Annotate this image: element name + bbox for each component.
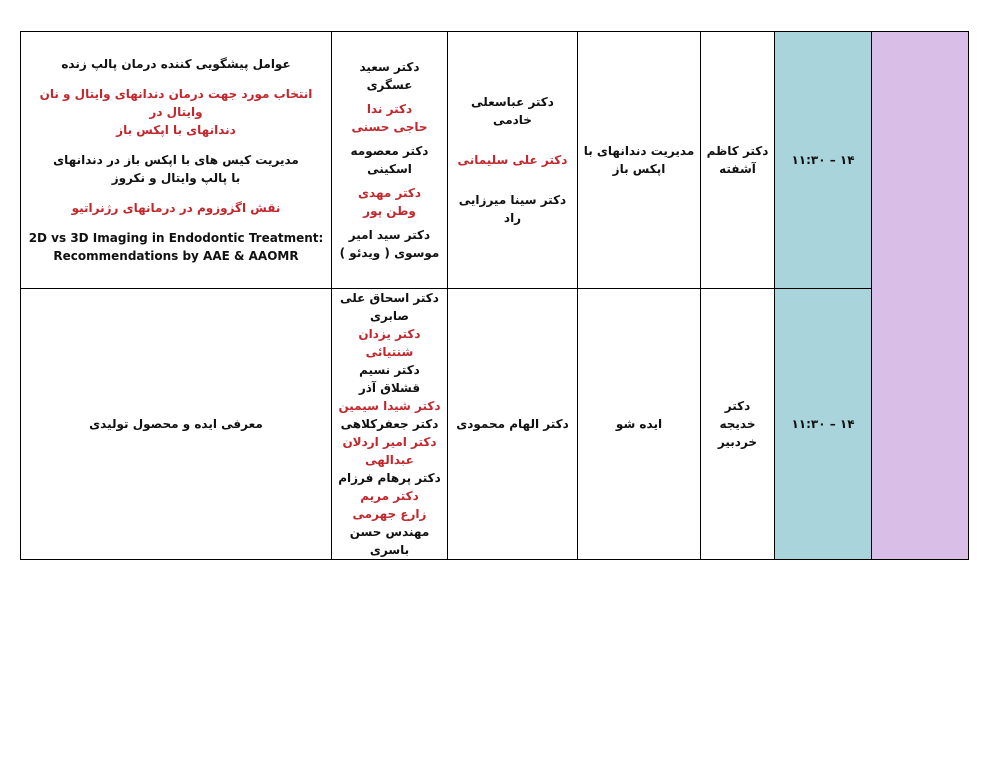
entry-line: صابری: [369, 309, 410, 323]
entry-line: دکتر الهام محمودی: [456, 417, 569, 431]
cell-line: ایده شو: [615, 417, 663, 431]
moderator-cell: [701, 32, 775, 289]
entry: [452, 93, 573, 129]
entry-line: دکتر امیر اردلان: [342, 435, 437, 449]
entry: [452, 415, 573, 433]
entry-line: اسکینی: [367, 162, 412, 176]
entry-line: دکتر معصومه: [350, 144, 429, 158]
entry: [25, 85, 327, 139]
cell-line: اپکس باز: [612, 162, 666, 176]
entry: [336, 469, 443, 487]
entry-line: دکتر سینا میرزایی راد: [458, 193, 567, 225]
entry: [336, 58, 443, 94]
entry-line: حاجی حسنی: [351, 120, 428, 134]
entry-line: دکتر سعید عسگری: [359, 60, 420, 92]
schedule-table: [20, 31, 969, 560]
entry-line: دکتر ندا: [366, 102, 413, 116]
entry: [452, 191, 573, 227]
topic-cell: [578, 32, 701, 289]
entry: [336, 100, 443, 136]
entry-line: زارع جهرمی: [352, 507, 427, 521]
entry: [336, 361, 443, 397]
entry-line: دکتر مهدی: [358, 186, 421, 200]
entry-line: دکتر مریم: [360, 489, 419, 503]
entry-line: Recommendations by AAE & AAOMR: [53, 249, 299, 263]
time-cell: [775, 32, 872, 289]
entry: [336, 397, 443, 415]
moderator-cell: [701, 289, 775, 560]
cell-line: آشفته: [719, 162, 756, 176]
entry-line: مدیریت کیس های با اپکس باز در دندانهای: [53, 153, 299, 167]
entry-line: مهندس حسن: [349, 525, 430, 539]
lecture-titles-cell: [21, 32, 332, 289]
entry-line: دکتر یزدان شنتیائی: [358, 327, 421, 359]
entry: [25, 55, 327, 73]
entry: [336, 433, 443, 469]
entry: [336, 142, 443, 178]
table-row: [21, 289, 969, 560]
entry: [336, 325, 443, 361]
entry-line: نقش اگزوزوم در درمانهای رژنراتیو: [71, 201, 281, 215]
entry-line: دکتر پرهام فرزام: [338, 471, 441, 485]
entry-line: دکتر شیدا سیمین: [338, 399, 441, 413]
entry-line: دکتر عباسعلی خادمی: [471, 95, 554, 127]
time-cell: [775, 289, 872, 560]
entry-line: دکتر سید امیر: [348, 228, 431, 242]
entry-line: موسوی ( ویدئو ): [339, 246, 440, 260]
cell-line: دکتر کاظم: [706, 144, 769, 158]
entry: [25, 199, 327, 217]
cell-line: خردبیر: [717, 435, 758, 449]
day-cell: [872, 32, 969, 560]
entry: [25, 229, 327, 265]
time-text: ۱۴ – ۱۱:۳۰: [791, 153, 855, 167]
entry: [336, 487, 443, 523]
entry-line: انتخاب مورد جهت درمان دندانهای وایتال و نان وایتال در: [39, 87, 313, 119]
entry-line: دکتر علی سلیمانی: [457, 153, 568, 167]
entry-line: دندانهای با اپکس باز: [116, 123, 236, 137]
time-text: ۱۴ – ۱۱:۳۰: [791, 417, 855, 431]
cell-line: دکتر: [724, 399, 751, 413]
entry: [336, 226, 443, 262]
cell-line: مدیریت دندانهای با: [583, 144, 695, 158]
entry: [336, 523, 443, 559]
entry: [336, 415, 443, 433]
entry: [336, 184, 443, 220]
entry: [452, 151, 573, 169]
entry-line: با پالپ وایتال و نکروز: [111, 171, 241, 185]
entry-line: وطن پور: [363, 204, 416, 218]
entry: [336, 289, 443, 325]
entry: [25, 415, 327, 433]
entry: [25, 151, 327, 187]
entry-line: باسری: [369, 543, 410, 557]
entry-line: دکتر نسیم: [359, 363, 420, 377]
entry-line: دکتر اسحاق علی: [340, 291, 439, 305]
panel-cell: [332, 289, 448, 560]
lead-speakers-cell: [448, 32, 578, 289]
lecture-titles-cell: [21, 289, 332, 560]
entry-line: دکتر جعفرکلاهی: [340, 417, 439, 431]
entry-line: عبدالهی: [365, 453, 414, 467]
entry-line: قشلاق آذر: [358, 381, 421, 395]
topic-cell: [578, 289, 701, 560]
cell-line: خدیجه: [719, 417, 756, 431]
lead-speakers-cell: [448, 289, 578, 560]
entry-line: عوامل پیشگویی کننده درمان پالپ زنده: [61, 57, 291, 71]
panel-cell: [332, 32, 448, 289]
entry-line: معرفی ایده و محصول تولیدی: [89, 417, 263, 431]
table-row: [21, 32, 969, 289]
entry-line: 2D vs 3D Imaging in Endodontic Treatment:: [28, 231, 324, 245]
